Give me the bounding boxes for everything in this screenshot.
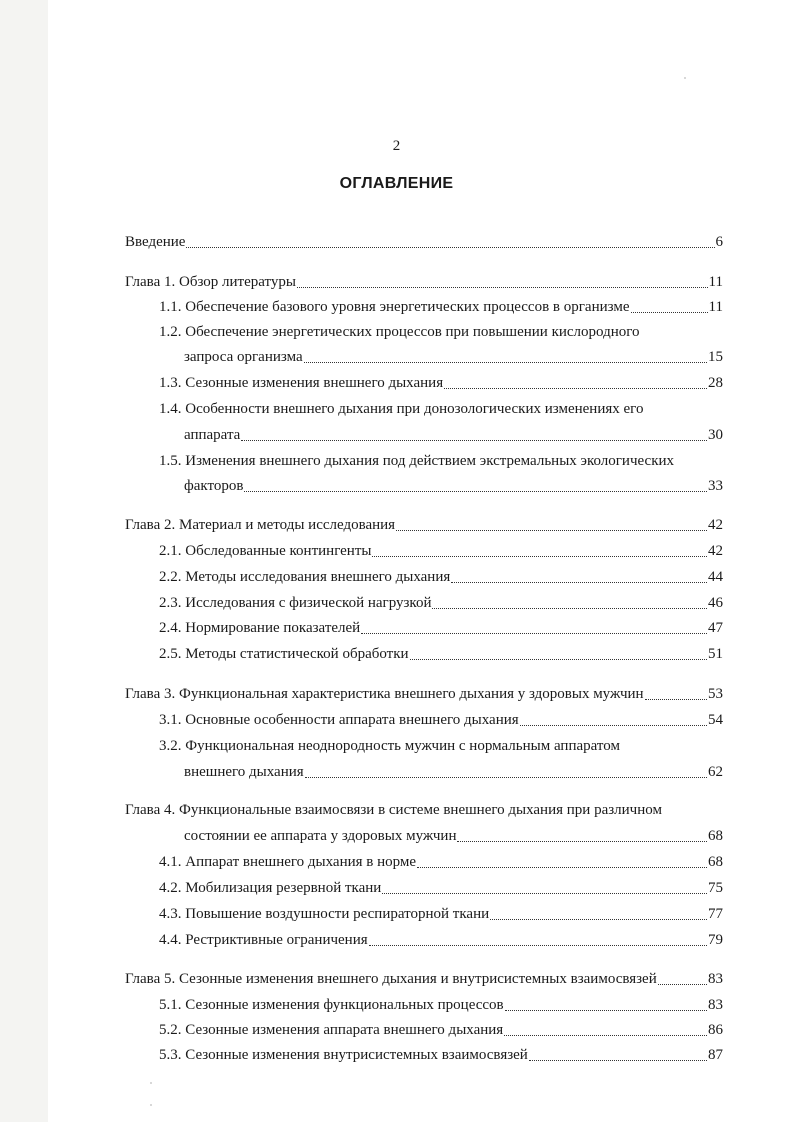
toc-entry-introduction[interactable] [0, 231, 793, 253]
toc-entry-number: 5.3. [159, 1047, 182, 1063]
toc-entry-title: Обзор литературы [178, 274, 296, 290]
toc-entry-number: 3.1. [159, 712, 182, 728]
toc-entry-number: Глава 2. [125, 517, 176, 533]
toc-entry-title-line1: Обеспечение энергетических процессов при повышении кислородного [185, 324, 640, 340]
toc-entry-1-4[interactable] [0, 398, 793, 420]
toc-entry-title-line2: аппарата [184, 427, 241, 443]
toc-entry-page: 86 [708, 1022, 723, 1038]
toc-entry-title-line2: внешнего дыхания [184, 764, 304, 780]
toc-entry-title: Сезонные изменения внешнего дыхания и внутрисистемных взаимосвязей [178, 971, 657, 987]
toc-entry-number: Глава 4. [125, 802, 176, 818]
toc-entry-3-2-continued[interactable] [0, 761, 793, 783]
toc-entry-5-1[interactable] [0, 994, 793, 1016]
toc-entry-chapter-2[interactable] [0, 514, 793, 536]
toc-entry-2-3[interactable] [0, 592, 793, 614]
toc-entry-number: 4.3. [159, 906, 182, 922]
toc-entry-title: Исследования с физической нагрузкой [185, 595, 432, 611]
toc-entry-page: 46 [708, 595, 723, 611]
toc-entry-title-line1: Функциональная неоднородность мужчин с нормальным аппаратом [185, 738, 620, 754]
toc-entry-number: 4.1. [159, 854, 182, 870]
toc-entry-number: 5.1. [159, 997, 182, 1013]
toc-entry-number: 1.3. [159, 375, 182, 391]
toc-entry-page: 79 [708, 932, 723, 948]
page-title: ОГЛАВЛЕНИЕ [339, 175, 454, 192]
toc-entry-4-1[interactable] [0, 851, 793, 873]
toc-entry-title-line2: факторов [184, 478, 244, 494]
toc-entry-2-5[interactable] [0, 643, 793, 665]
toc-entry-3-1[interactable] [0, 709, 793, 731]
toc-entry-title: Сезонные изменения аппарата внешнего дыхания [185, 1022, 504, 1038]
toc-entry-chapter-4[interactable] [0, 799, 793, 821]
toc-entry-1-4-continued[interactable] [0, 424, 793, 446]
toc-entry-4-2[interactable] [0, 877, 793, 899]
toc-entry-title: Сезонные изменения функциональных процессов [185, 997, 504, 1013]
toc-entry-title: Нормирование показателей [185, 620, 361, 636]
toc-entry-3-2[interactable] [0, 735, 793, 757]
toc-entry-1-3[interactable] [0, 372, 793, 394]
toc-entry-page: 15 [708, 349, 723, 365]
toc-entry-chapter-3[interactable] [0, 683, 793, 705]
toc-entry-page: 62 [708, 764, 723, 780]
toc-entry-title: Введение [125, 234, 186, 250]
toc-entry-chapter-4-continued[interactable] [0, 825, 793, 847]
scan-speck [684, 77, 686, 79]
toc-entry-page: 83 [708, 997, 723, 1013]
toc-entry-page: 83 [708, 971, 723, 987]
toc-entry-title-line2: состоянии ее аппарата у здоровых мужчин [184, 828, 457, 844]
toc-entry-title: Сезонные изменения внутрисистемных взаимосвязей [185, 1047, 528, 1063]
toc-entry-page: 6 [715, 234, 723, 250]
toc-entry-number: 2.4. [159, 620, 182, 636]
toc-entry-4-4[interactable] [0, 929, 793, 951]
toc-entry-number: 1.5. [159, 453, 182, 469]
toc-entry-1-1[interactable] [0, 296, 793, 318]
toc-entry-1-5[interactable] [0, 450, 793, 472]
toc-entry-page: 11 [708, 299, 723, 315]
toc-entry-page: 30 [708, 427, 723, 443]
toc-entry-title-line1: Особенности внешнего дыхания при донозологических изменениях его [185, 401, 644, 417]
toc-entry-page: 53 [708, 686, 723, 702]
scan-speck [150, 1104, 152, 1106]
toc-entry-page: 11 [708, 274, 723, 290]
toc-entry-title: Повышение воздушности респираторной ткани [185, 906, 490, 922]
toc-entry-number: 2.2. [159, 569, 182, 585]
toc-entry-number: 5.2. [159, 1022, 182, 1038]
toc-entry-number: 4.4. [159, 932, 182, 948]
toc-entry-4-3[interactable] [0, 903, 793, 925]
toc-entry-2-2[interactable] [0, 566, 793, 588]
toc-entry-page: 87 [708, 1047, 723, 1063]
toc-entry-title-line2: запроса организма [184, 349, 303, 365]
toc-entry-chapter-1[interactable] [0, 271, 793, 293]
toc-entry-title: Аппарат внешнего дыхания в норме [185, 854, 417, 870]
toc-entry-title: Материал и методы исследования [178, 517, 396, 533]
toc-entry-title: Основные особенности аппарата внешнего дыхания [185, 712, 519, 728]
toc-entry-number: Глава 5. [125, 971, 176, 987]
toc-entry-title-line1: Изменения внешнего дыхания под действием экстремальных экологических [185, 453, 675, 469]
toc-entry-page: 68 [708, 854, 723, 870]
toc-entry-title-line1: Функциональные взаимосвязи в системе внешнего дыхания при различном [178, 802, 662, 818]
toc-entry-number: 2.1. [159, 543, 182, 559]
toc-entry-1-5-continued[interactable] [0, 475, 793, 497]
toc-entry-number: 2.3. [159, 595, 182, 611]
toc-entry-5-3[interactable] [0, 1044, 793, 1066]
toc-entry-page: 42 [708, 543, 723, 559]
toc-entry-page: 28 [708, 375, 723, 391]
toc-entry-number: 4.2. [159, 880, 182, 896]
toc-entry-page: 75 [708, 880, 723, 896]
toc-entry-1-2-continued[interactable] [0, 346, 793, 368]
toc-entry-page: 47 [708, 620, 723, 636]
toc-entry-page: 44 [708, 569, 723, 585]
toc-entry-page: 33 [708, 478, 723, 494]
toc-entry-page: 68 [708, 828, 723, 844]
toc-entry-number: Глава 3. [125, 686, 176, 702]
toc-entry-page: 51 [708, 646, 723, 662]
toc-entry-number: 2.5. [159, 646, 182, 662]
toc-entry-2-1[interactable] [0, 540, 793, 562]
toc-entry-title: Методы исследования внешнего дыхания [185, 569, 451, 585]
toc-entry-chapter-5[interactable] [0, 968, 793, 990]
toc-entry-title: Рестриктивные ограничения [185, 932, 368, 948]
toc-entry-number: 1.4. [159, 401, 182, 417]
toc-entry-number: 1.2. [159, 324, 182, 340]
toc-entry-2-4[interactable] [0, 617, 793, 639]
toc-entry-title: Мобилизация резервной ткани [185, 880, 382, 896]
toc-entry-title: Функциональная характеристика внешнего дыхания у здоровых мужчин [178, 686, 644, 702]
toc-entry-5-2[interactable] [0, 1019, 793, 1041]
toc-entry-number: 1.1. [159, 299, 182, 315]
toc-entry-number: Глава 1. [125, 274, 176, 290]
toc-entry-title: Методы статистической обработки [185, 646, 409, 662]
toc-entry-title: Обследованные контингенты [185, 543, 372, 559]
scan-speck [150, 1082, 152, 1084]
toc-entry-title: Сезонные изменения внешнего дыхания [185, 375, 444, 391]
toc-entry-title: Обеспечение базового уровня энергетических процессов в организме [185, 299, 630, 315]
toc-entry-page: 42 [708, 517, 723, 533]
toc-entry-number: 3.2. [159, 738, 182, 754]
page-number: 2 [392, 138, 401, 154]
toc-entry-page: 77 [708, 906, 723, 922]
toc-entry-page: 54 [708, 712, 723, 728]
toc-entry-1-2[interactable] [0, 321, 793, 343]
